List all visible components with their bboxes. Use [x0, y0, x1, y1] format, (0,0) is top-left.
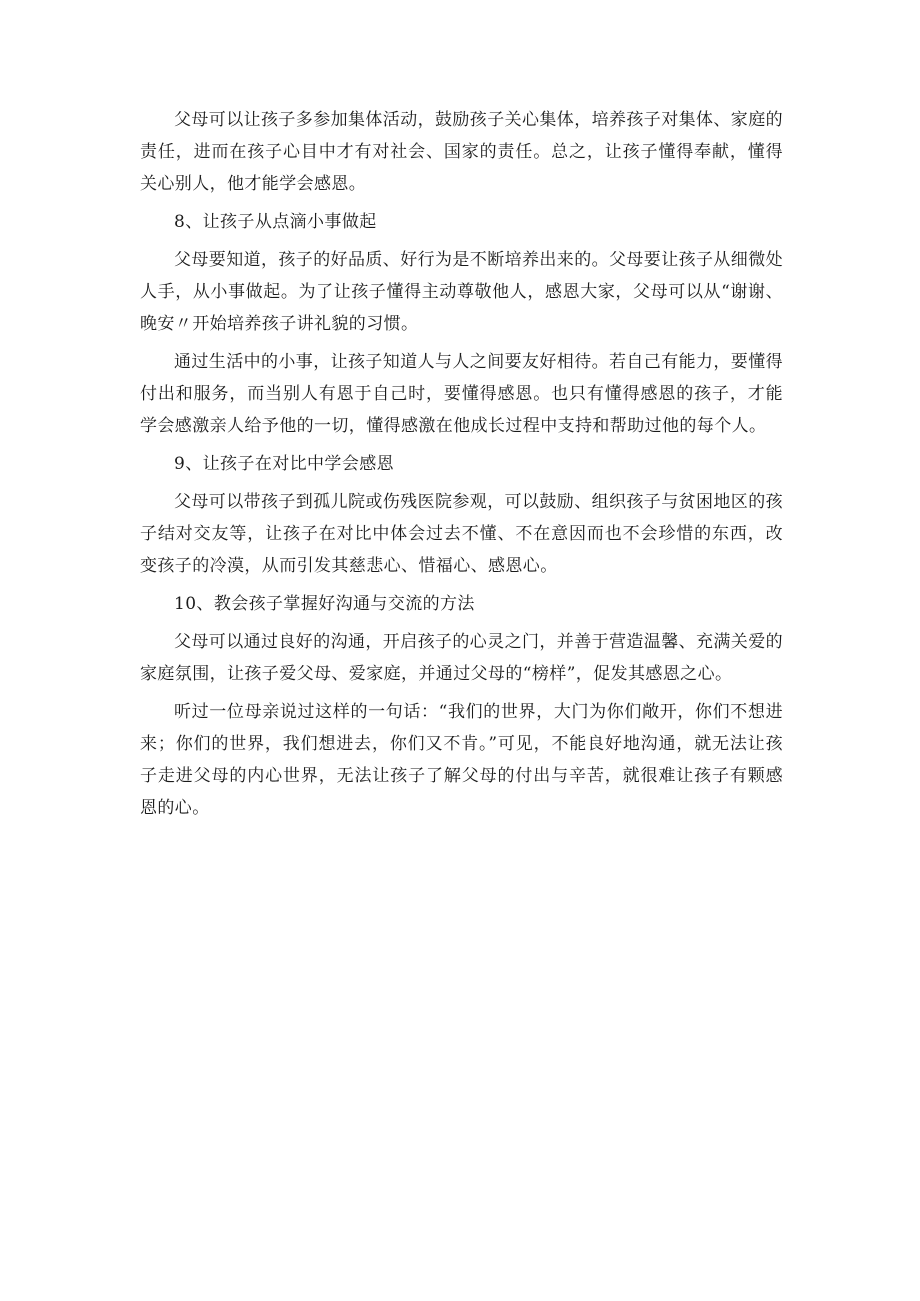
document-body: [140, 104, 783, 824]
paragraph-good-communication: 父母可以通过良好的沟通，开启孩子的心灵之门，并善于营造温馨、充满关爱的家庭氛围，让孩子爱父母、爱家庭，并通过父母的“榜样”，促发其感恩之心。: [140, 632, 783, 684]
paragraph-collective-activities: 父母可以让孩子多参加集体活动，鼓励孩子关心集体，培养孩子对集体、家庭的责任，进而在孩子心目中才有对社会、国家的责任。总之，让孩子懂得奉献，懂得关心别人，他才能学会感恩。: [140, 110, 783, 194]
paragraph-mother-quote: 听过一位母亲说过这样的一句话：“我们的世界，大门为你们敞开，你们不想进来；你们的世界，我们想进去，你们又不肯。”可见，不能良好地沟通，就无法让孩子走进父母的内心世界，无法让孩子了解父母的付出与辛苦，就很难让孩子有颗感恩的心。: [140, 702, 783, 818]
heading-section-8: 8、让孩子从点滴小事做起: [174, 212, 377, 232]
paragraph-small-things: 通过生活中的小事，让孩子知道人与人之间要友好相待。若自己有能力，要懂得付出和服务，而当别人有恩于自己时，要懂得感恩。也只有懂得感恩的孩子，才能学会感激亲人给予他的一切，懂得感激在他成长过程中支持和帮助过他的每个人。: [140, 352, 783, 436]
paragraph-good-qualities: 父母要知道，孩子的好品质、好行为是不断培养出来的。父母要让孩子从细微处人手，从小事做起。为了让孩子懂得主动尊敬他人，感恩大家，父母可以从“谢谢、晚安〃开始培养孩子讲礼貌的习惯。: [140, 250, 783, 334]
heading-section-9: 9、让孩子在对比中学会感恩: [174, 454, 395, 474]
heading-section-10: 10、教会孩子掌握好沟通与交流的方法: [174, 594, 475, 614]
paragraph-orphanage-visit: 父母可以带孩子到孤儿院或伤残医院参观，可以鼓励、组织孩子与贫困地区的孩子结对交友等，让孩子在对比中体会过去不懂、不在意因而也不会珍惜的东西，改变孩子的冷漠，从而引发其慈悲心、惜福心、感恩心。: [140, 492, 783, 576]
